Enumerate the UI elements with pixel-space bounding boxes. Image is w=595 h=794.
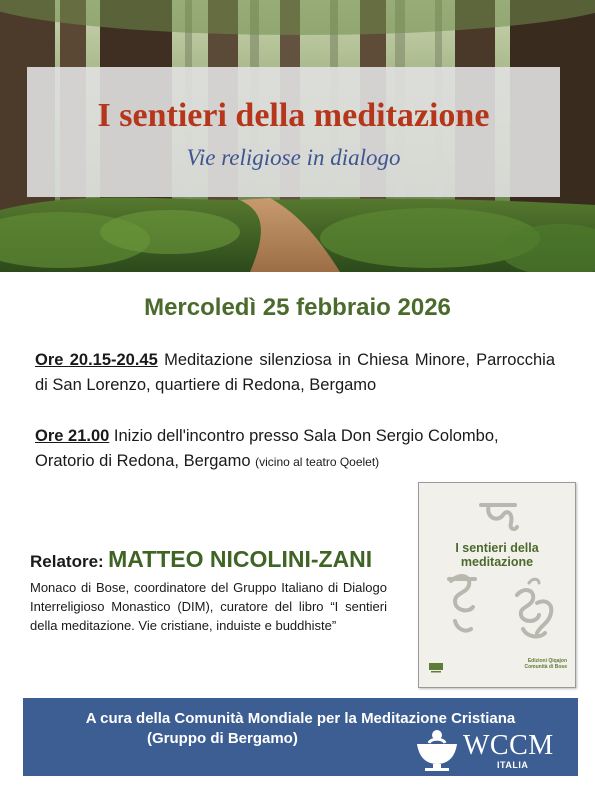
book-cover-image bbox=[418, 482, 576, 688]
speaker-role-label: Relatore: bbox=[30, 552, 104, 571]
book-publisher: Edizioni Qiqajon Comunità di Bose bbox=[524, 658, 567, 670]
speaker-bio: Monaco di Bose, coordinatore del Gruppo Italiano di Dialogo Interreligioso Monastico (DIM), curatore del libro “I sentieri della meditazione. Vie cristiane, induiste e buddhiste” bbox=[30, 580, 387, 633]
schedule-text: Inizio dell'incontro presso Sala Don Sergio Colombo, Oratorio di Redona, Bergamo bbox=[35, 427, 499, 470]
forest-header-image bbox=[0, 0, 595, 272]
speaker-heading bbox=[30, 546, 390, 573]
meditator-bowl-icon bbox=[411, 726, 463, 774]
schedule-time: Ore 20.15-20.45 bbox=[35, 351, 158, 369]
title-box bbox=[27, 67, 560, 197]
wccm-logo-text: WCCM bbox=[463, 730, 554, 761]
tibetan-glyphs-illustration bbox=[419, 483, 575, 687]
page-title: I sentieri della meditazione bbox=[97, 97, 490, 134]
schedule-item-2 bbox=[35, 424, 555, 475]
page-subtitle: Vie religiose in dialogo bbox=[186, 145, 401, 170]
schedule-note: (vicino al teatro Qoelet) bbox=[255, 455, 380, 469]
publisher-logo-icon bbox=[429, 663, 443, 673]
schedule-time: Ore 21.00 bbox=[35, 427, 110, 445]
event-date: Mercoledì 25 febbraio 2026 bbox=[144, 294, 451, 321]
wccm-logo-subtext: ITALIA bbox=[497, 760, 529, 770]
organizer-group: (Gruppo di Bergamo) bbox=[147, 730, 298, 747]
wccm-logo bbox=[411, 726, 561, 774]
schedule-text: Meditazione silenziosa in Chiesa Minore, Parrocchia di San Lorenzo, quartiere di Redona, Bergamo bbox=[35, 351, 555, 394]
organizer-line: A cura della Comunità Mondiale per la Meditazione Cristiana bbox=[85, 710, 516, 727]
schedule-item-1 bbox=[35, 348, 555, 398]
organizer-footer bbox=[23, 698, 578, 776]
book-title: I sentieri della meditazione bbox=[455, 541, 539, 569]
speaker-name: MATTEO NICOLINI-ZANI bbox=[108, 546, 373, 572]
